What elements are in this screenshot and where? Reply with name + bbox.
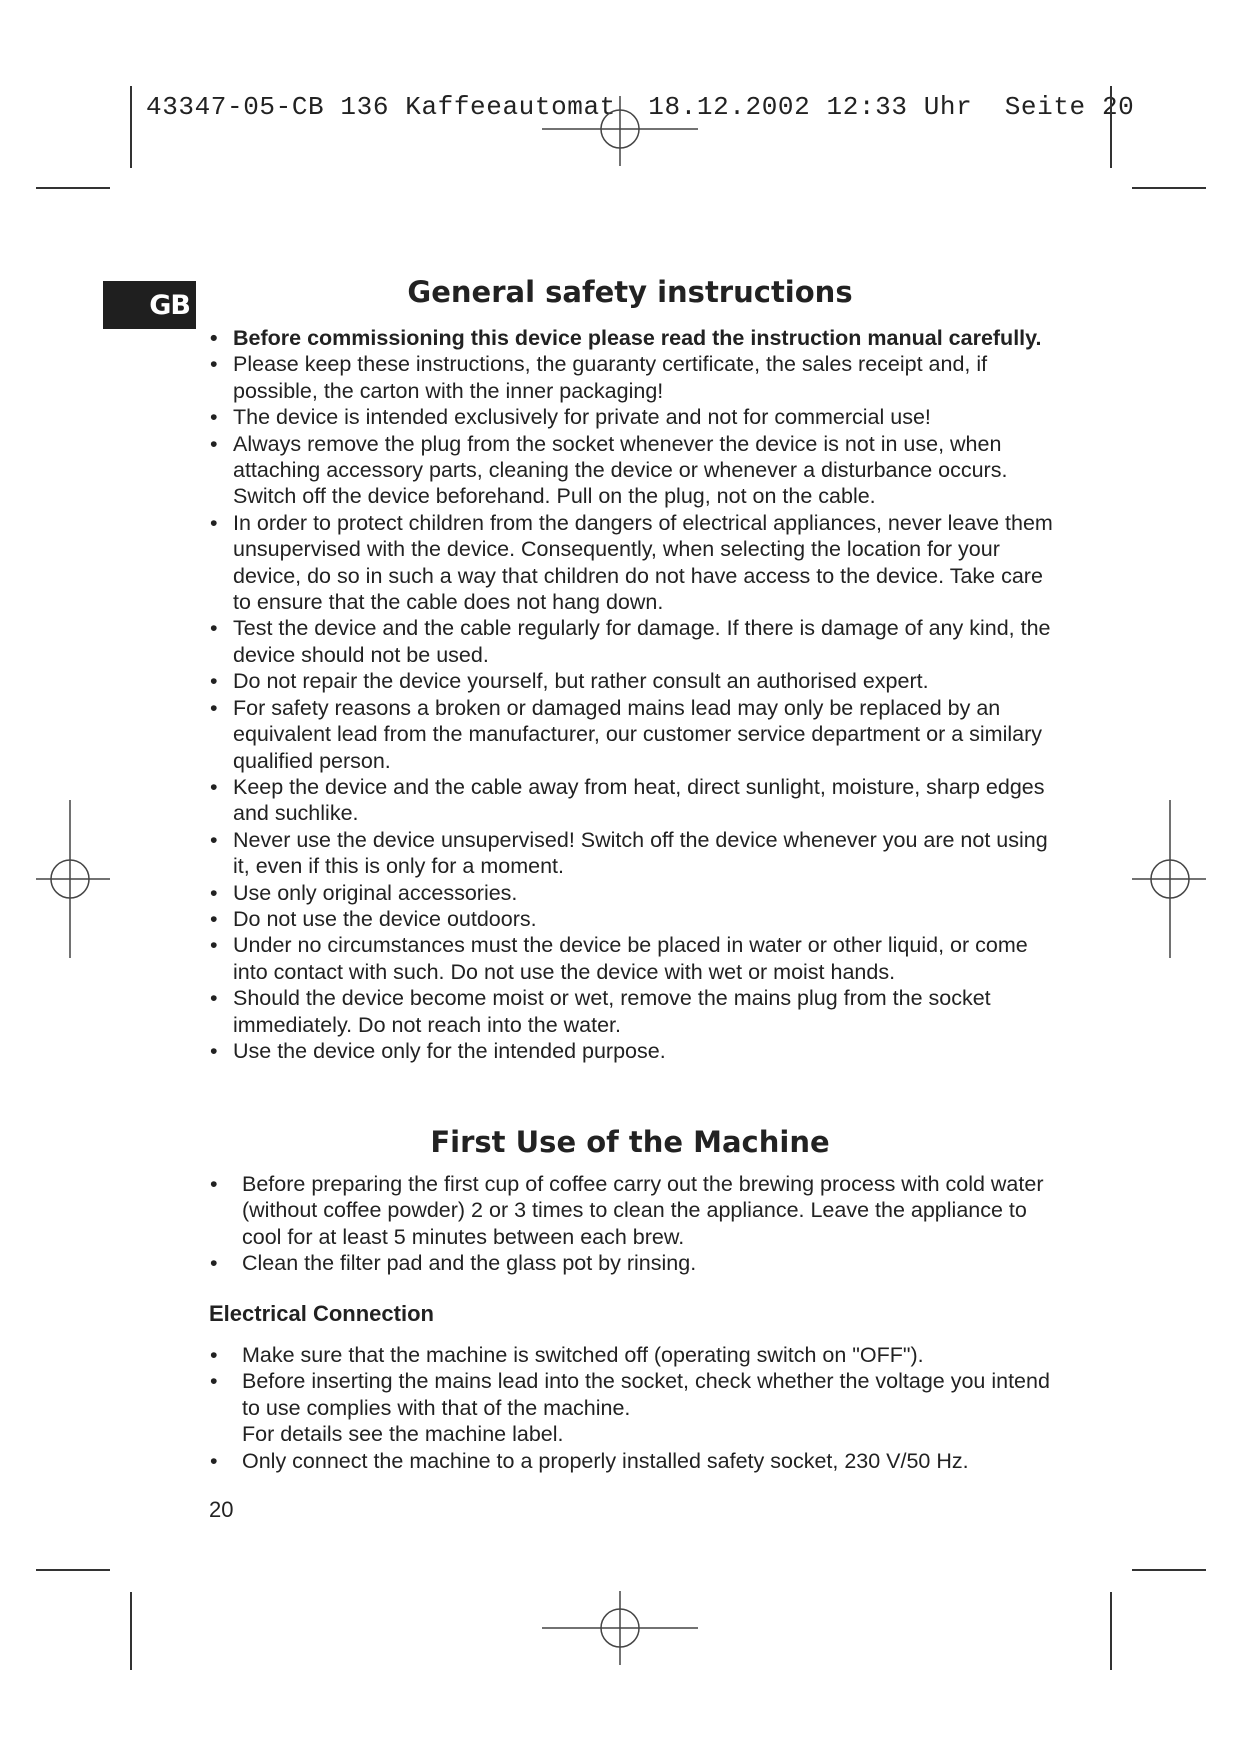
page-number: 20 (209, 1497, 234, 1522)
print-slug-line: 43347-05-CB 136 Kaffeeautomat 18.12.2002 12:33 Uhr Seite 20 (146, 92, 1135, 122)
list-item: • Never use the device unsupervised! Switch off the device whenever you are not using it, even if this is only for a moment. (206, 827, 1056, 880)
list-item: • In order to protect children from the dangers of electrical appliances, never leave them unsupervised with the device. Consequently, when selecting the location for your device, do so in such a way that children do not have access to the device. Take care to ensure that the cable does not hang down. (206, 510, 1056, 616)
list-item (206, 1368, 1056, 1447)
list-item: • The device is intended exclusively for private and not for commercial use! (206, 404, 1056, 430)
list-item: • For safety reasons a broken or damaged mains lead may only be replaced by an equivalent lead from the manufacturer, our customer service department or a similary qualified person. (206, 695, 1056, 774)
list-item: • Only connect the machine to a properly installed safety socket, 230 V/50 Hz. (206, 1448, 1056, 1474)
safety-list (206, 325, 1056, 1064)
list-item-note: For details see the machine label. (242, 1422, 564, 1447)
list-item: • Always remove the plug from the socket whenever the device is not in use, when attaching accessory parts, cleaning the device or whenever a disturbance occurs. Switch off the device beforehand. Pull on the plug, not on the cable. (206, 431, 1056, 510)
first-use-list (206, 1171, 1056, 1277)
list-item: • Keep the device and the cable away from heat, direct sunlight, moisture, sharp edges and suchlike. (206, 774, 1056, 827)
list-item: • Test the device and the cable regularly for damage. If there is damage of any kind, the device should not be used. (206, 615, 1056, 668)
list-item: • Do not use the device outdoors. (206, 906, 1056, 932)
list-item: • Should the device become moist or wet, remove the mains plug from the socket immediately. Do not reach into the water. (206, 985, 1056, 1038)
electrical-connection-heading: Electrical Connection (209, 1301, 434, 1326)
list-item-text: Before inserting the mains lead into the socket, check whether the voltage you intend to use complies with that of the machine. (242, 1369, 1050, 1420)
list-item: • Do not repair the device yourself, but rather consult an authorised expert. (206, 668, 1056, 694)
safety-title: General safety instructions (407, 275, 853, 309)
language-tab: GB (103, 281, 196, 329)
list-item: • Make sure that the machine is switched off (operating switch on "OFF"). (206, 1342, 1056, 1368)
list-item: • Before preparing the first cup of coffee carry out the brewing process with cold water (without coffee powder) 2 or 3 times to clean the appliance. Leave the appliance to cool for at least 5 minutes between each brew. (206, 1171, 1056, 1250)
list-item: • Under no circumstances must the device be placed in water or other liquid, or come into contact with such. Do not use the device with wet or moist hands. (206, 932, 1056, 985)
list-item: • Use the device only for the intended purpose. (206, 1038, 1056, 1064)
electrical-list (206, 1342, 1056, 1474)
first-use-title: First Use of the Machine (430, 1125, 830, 1159)
list-item: • Please keep these instructions, the guaranty certificate, the sales receipt and, if possible, the carton with the inner packaging! (206, 351, 1056, 404)
list-item: • Clean the filter pad and the glass pot by rinsing. (206, 1250, 1056, 1276)
list-item: • Use only original accessories. (206, 880, 1056, 906)
list-item: • Before commissioning this device please read the instruction manual carefully. (206, 325, 1056, 351)
